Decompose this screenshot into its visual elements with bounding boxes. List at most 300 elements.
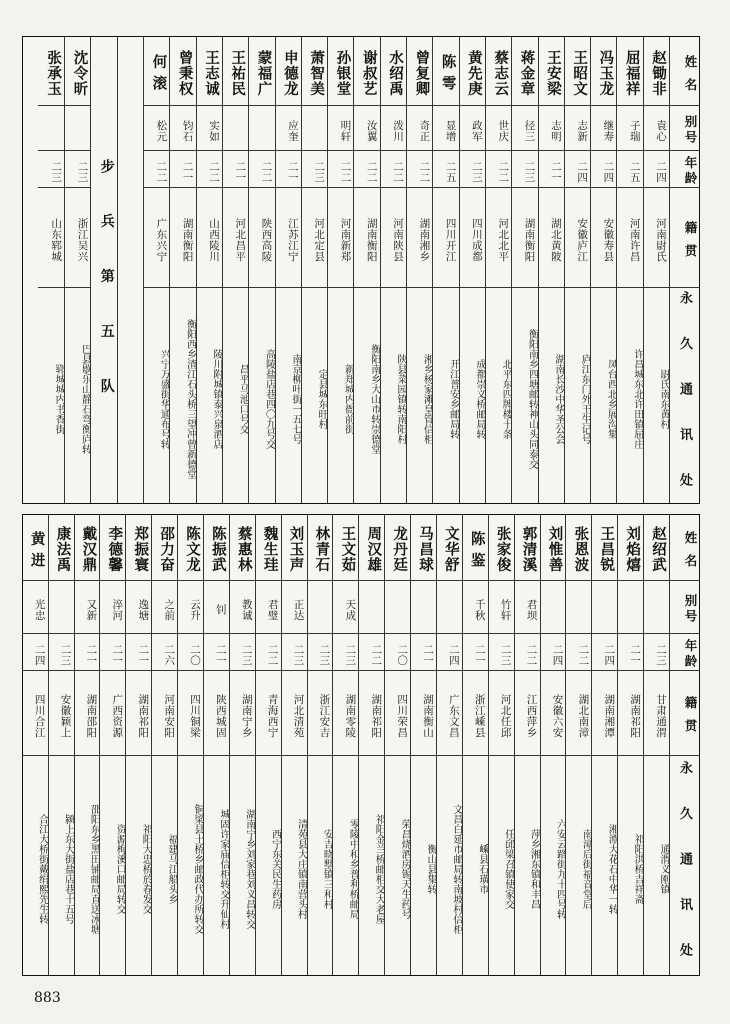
person-native-place: 河南尉氏	[655, 218, 667, 262]
row-divider	[308, 755, 333, 756]
row-divider	[354, 150, 379, 151]
person-address: 通渭义刚镇	[658, 844, 669, 894]
row-divider	[230, 755, 255, 756]
row-divider	[565, 150, 590, 151]
person-native-place: 浙江嵊县	[473, 693, 486, 738]
row-divider	[223, 187, 248, 188]
row-divider	[204, 670, 229, 671]
person-address: 合江大桥街戴绢熙先生转	[36, 814, 48, 924]
row-divider	[282, 580, 307, 581]
person-age: 二四	[447, 643, 460, 666]
row-divider	[230, 633, 255, 634]
row-divider	[460, 287, 485, 288]
row-divider	[411, 755, 436, 756]
row-divider	[512, 150, 537, 151]
person-name: 张恩波	[572, 526, 589, 573]
person-column	[617, 515, 643, 975]
row-divider	[302, 287, 327, 288]
person-age: 二四	[602, 160, 615, 183]
person-age: 二六	[163, 643, 176, 666]
row-divider	[276, 187, 301, 188]
row-divider	[249, 287, 274, 288]
person-alias	[65, 105, 90, 150]
person-name: 张家俊	[494, 526, 511, 573]
person-native-place: 河南安阳	[163, 693, 176, 738]
person-age: 二三	[292, 643, 305, 666]
row-divider	[152, 670, 177, 671]
person-column	[64, 37, 90, 503]
header-name: 姓 名	[683, 54, 698, 94]
row-divider	[644, 150, 669, 151]
row-divider	[489, 670, 514, 671]
row-divider	[249, 187, 274, 188]
person-address: 兴宁万盛街华通布号转	[158, 349, 170, 449]
person-column	[432, 37, 458, 503]
person-address: 邵阳东乡黑田铺邮局直送冰塘	[88, 804, 100, 934]
person-column	[380, 37, 406, 503]
roster-sheet	[22, 36, 700, 976]
row-divider	[592, 755, 617, 756]
person-address: 湘潭大花石中华一转	[606, 824, 618, 914]
person-name: 黄 进	[28, 530, 45, 569]
row-divider	[223, 105, 248, 106]
person-address: 郓城城内书香街	[53, 364, 65, 434]
person-native-place: 甘肃通渭	[655, 693, 667, 738]
row-divider	[308, 580, 333, 581]
row-divider	[308, 670, 333, 671]
row-divider	[144, 105, 169, 106]
person-address: 西宁东关民生药房	[269, 829, 281, 909]
row-divider	[100, 580, 125, 581]
row-divider	[126, 670, 151, 671]
person-column	[540, 515, 566, 975]
person-alias: 实如	[207, 119, 220, 142]
person-name: 陈振武	[209, 526, 226, 573]
person-address: 荣昌烧酒房锡天生药号	[399, 819, 411, 919]
person-alias: 奇正	[418, 119, 431, 142]
row-divider	[126, 580, 151, 581]
row-divider	[282, 670, 307, 671]
row-divider	[592, 580, 617, 581]
person-alias: 袁心	[655, 119, 667, 142]
person-alias: 竹轩	[499, 598, 512, 621]
person-name: 王祐民	[229, 49, 246, 97]
person-alias: 又新	[85, 598, 98, 621]
row-divider	[276, 105, 301, 106]
person-alias: 世庆	[497, 119, 510, 142]
person-name: 冯玉龙	[597, 49, 614, 97]
row-divider	[541, 580, 566, 581]
person-address: 开江普安乡邮局转	[447, 359, 459, 439]
person-age: 二四	[551, 643, 564, 666]
person-name: 张承玉	[45, 49, 62, 97]
person-name: 蔡志云	[492, 49, 509, 97]
row-divider	[197, 287, 222, 288]
person-alias: 径三	[523, 119, 536, 142]
person-native-place: 广西资源	[111, 693, 124, 738]
person-name: 李德馨	[106, 526, 123, 573]
row-divider	[381, 187, 406, 188]
person-native-place: 湖南祁阳	[629, 693, 642, 738]
person-age: 二三	[655, 643, 667, 666]
person-column	[565, 515, 591, 975]
row-divider	[592, 633, 617, 634]
row-divider	[486, 150, 511, 151]
person-column	[643, 37, 669, 503]
person-name: 龙丹廷	[391, 526, 408, 573]
person-alias: 君坝	[525, 598, 538, 621]
row-divider	[617, 150, 642, 151]
person-alias	[618, 580, 643, 633]
header-address: 永 久 通 讯 处	[677, 291, 692, 501]
row-divider	[591, 287, 616, 288]
person-address: 尉氏南东黄村	[658, 369, 669, 429]
person-native-place: 河南新郑	[339, 218, 352, 262]
person-alias	[308, 580, 333, 633]
person-name: 蒙福广	[255, 49, 272, 97]
row-divider	[354, 105, 379, 106]
person-column	[143, 37, 169, 503]
person-age: 二三	[313, 160, 326, 183]
row-divider	[276, 287, 301, 288]
row-divider	[670, 755, 699, 756]
person-native-place: 湖南衡阳	[365, 218, 378, 262]
person-native-place: 江苏江宁	[286, 218, 299, 262]
person-alias	[566, 580, 591, 633]
person-age: 二一	[214, 643, 227, 666]
person-alias: 志明	[549, 119, 562, 142]
person-age: 二一	[137, 643, 150, 666]
row-divider	[256, 580, 281, 581]
row-divider	[197, 187, 222, 188]
person-alias	[302, 105, 327, 150]
row-divider	[328, 150, 353, 151]
row-divider	[407, 105, 432, 106]
row-divider	[65, 105, 90, 106]
person-native-place: 四川铜梁	[188, 693, 201, 738]
row-divider	[38, 187, 64, 188]
person-name: 谢叔艺	[360, 49, 377, 97]
row-divider	[170, 105, 195, 106]
person-age: 二二	[155, 160, 168, 183]
person-age: 二二	[525, 643, 538, 666]
person-alias	[249, 105, 274, 150]
person-address: 凤台西北乡展沟集	[605, 359, 617, 439]
row-divider	[126, 755, 151, 756]
person-age: 二一	[549, 160, 562, 183]
row-divider	[670, 105, 699, 106]
person-address: 零陵中和乡普利桥邮局	[347, 819, 359, 919]
person-age: 二一	[473, 643, 486, 666]
person-column	[48, 515, 74, 975]
person-age: 二二	[392, 160, 405, 183]
person-address: 南漳后街福音堂后	[580, 829, 592, 909]
header-address: 永 久 通 讯 处	[677, 761, 692, 971]
row-divider	[204, 633, 229, 634]
person-name: 戴汉鼎	[80, 526, 97, 573]
person-alias: 应奎	[286, 119, 299, 142]
person-name: 刘玉声	[287, 526, 304, 573]
row-divider	[670, 633, 699, 634]
row-divider	[463, 755, 488, 756]
row-divider	[407, 287, 432, 288]
person-column	[74, 515, 100, 975]
person-address: 安吉晓墅镇三和村	[321, 829, 333, 909]
person-age: 二一	[421, 643, 434, 666]
person-address: 清苑县大庄镇南营头村	[295, 819, 307, 919]
row-divider	[75, 633, 100, 634]
person-native-place: 山西陵川	[207, 218, 220, 262]
row-divider	[437, 633, 462, 634]
person-column	[485, 37, 511, 503]
row-divider	[541, 755, 566, 756]
row-divider	[38, 150, 64, 151]
person-age: 二〇	[396, 643, 409, 666]
person-native-place: 河北定县	[313, 218, 326, 262]
row-divider	[644, 670, 669, 671]
row-divider	[223, 287, 248, 288]
header-age: 年龄	[683, 156, 698, 187]
person-alias: 逸塘	[137, 598, 150, 621]
person-column	[590, 37, 616, 503]
row-divider	[359, 633, 384, 634]
person-age: 二五	[444, 160, 457, 183]
person-column	[358, 515, 384, 975]
person-age: 二二	[497, 160, 510, 183]
person-address: 城固许家庙信柜转交升仙村	[217, 809, 229, 929]
person-address: 湖南长沙中华圣公会	[552, 354, 564, 444]
person-column	[538, 37, 564, 503]
row-divider	[433, 105, 458, 106]
person-column	[255, 515, 281, 975]
row-divider	[407, 150, 432, 151]
person-alias: 明轩	[339, 119, 352, 142]
row-divider	[539, 105, 564, 106]
row-divider	[407, 187, 432, 188]
person-native-place: 四川成都	[470, 218, 483, 262]
row-divider	[437, 755, 462, 756]
person-alias	[592, 580, 617, 633]
person-column	[462, 515, 488, 975]
row-divider	[197, 150, 222, 151]
person-column	[307, 515, 333, 975]
roster-table-bottom	[22, 514, 700, 976]
person-name: 王文茹	[339, 526, 356, 573]
person-age: 二二	[370, 643, 383, 666]
row-divider	[670, 670, 699, 671]
row-divider	[515, 633, 540, 634]
person-alias: 子瑞	[628, 119, 641, 142]
header-native: 籍 贯	[683, 220, 698, 260]
person-address: 祁阳金兰桥邮柜交大老屋	[373, 814, 385, 924]
person-column	[459, 37, 485, 503]
row-divider	[591, 150, 616, 151]
person-native-place: 湖南祁阳	[370, 693, 383, 738]
row-divider	[49, 670, 74, 671]
row-divider	[256, 633, 281, 634]
person-address: 铜梁县土桥乡邮政代办所转交	[191, 804, 203, 934]
person-age: 二三	[470, 160, 483, 183]
person-native-place: 江西萍乡	[525, 693, 538, 738]
row-divider	[197, 105, 222, 106]
person-native-place: 湖南零陵	[344, 693, 357, 738]
person-alias: 松元	[155, 119, 168, 142]
person-column	[203, 515, 229, 975]
row-divider	[100, 670, 125, 671]
row-divider	[276, 150, 301, 151]
person-address: 衡阳南乡大山市转崇德堂	[368, 344, 380, 454]
person-column	[514, 515, 540, 975]
person-address: 六安云路街九十四号转	[554, 819, 566, 919]
row-divider	[328, 287, 353, 288]
person-native-place: 广东文昌	[447, 693, 460, 738]
person-address: 定县城东旺村	[316, 369, 328, 429]
header-age: 年龄	[683, 639, 698, 670]
person-alias: 千秋	[473, 598, 486, 621]
page-number: 883	[34, 990, 61, 1006]
row-divider	[381, 150, 406, 151]
person-name: 周汉雄	[365, 526, 382, 573]
person-column	[196, 37, 222, 503]
row-divider	[566, 580, 591, 581]
row-divider	[617, 187, 642, 188]
person-column	[410, 515, 436, 975]
person-address: 湘乡杨家滩皇管信柜	[421, 354, 433, 444]
row-divider	[463, 633, 488, 634]
person-address: 颍上东大街盐店巷十五号	[62, 814, 74, 924]
person-alias	[223, 105, 248, 150]
row-divider	[333, 580, 358, 581]
row-divider	[644, 287, 669, 288]
person-age: 二三	[523, 160, 536, 183]
row-divider	[385, 580, 410, 581]
row-divider	[385, 755, 410, 756]
person-name: 王昌锐	[598, 526, 615, 573]
person-column	[327, 37, 353, 503]
person-address: 许昌城东北许田镇屈庄	[631, 349, 643, 449]
header-column	[669, 515, 699, 975]
person-name: 何 滚	[150, 54, 167, 92]
person-name: 水绍禹	[387, 49, 404, 97]
row-divider	[302, 187, 327, 188]
person-alias	[359, 580, 384, 633]
row-divider	[170, 150, 195, 151]
row-divider	[333, 633, 358, 634]
person-native-place: 河北清苑	[292, 693, 305, 738]
person-age: 二四	[576, 160, 589, 183]
person-native-place: 湖北黄陂	[549, 218, 562, 262]
person-age: 二二	[577, 643, 590, 666]
person-name: 孙银堂	[334, 49, 351, 97]
row-divider	[618, 580, 643, 581]
person-native-place: 安徽六安	[551, 693, 564, 738]
person-address: 萍乡湘东镇和丰昌	[528, 829, 540, 909]
person-alias: 淬河	[111, 598, 124, 621]
person-name: 曾复卿	[413, 49, 430, 97]
person-address: 福建马江船头乡	[166, 834, 178, 904]
person-age: 二四	[603, 643, 616, 666]
row-divider	[463, 670, 488, 671]
person-alias: 显增	[444, 119, 457, 142]
person-column	[248, 37, 274, 503]
person-age: 二二	[365, 160, 378, 183]
row-divider	[489, 755, 514, 756]
person-column	[275, 37, 301, 503]
person-name: 陈 鉴	[468, 530, 485, 569]
person-name: 王志诚	[202, 49, 219, 97]
row-divider	[249, 150, 274, 151]
row-divider	[170, 287, 195, 288]
row-divider	[359, 755, 384, 756]
row-divider	[100, 633, 125, 634]
person-column	[511, 37, 537, 503]
row-divider	[591, 187, 616, 188]
person-alias: 钧石	[181, 119, 194, 142]
row-divider	[38, 105, 64, 106]
person-age: 二三	[344, 643, 357, 666]
person-age: 二一	[181, 160, 194, 183]
person-name: 赵绍武	[650, 526, 666, 573]
person-age: 二四	[655, 160, 667, 183]
row-divider	[411, 580, 436, 581]
row-divider	[463, 580, 488, 581]
person-alias: 汝翼	[365, 119, 378, 142]
person-address: 成都崇义桥邮局转	[473, 359, 485, 439]
row-divider	[670, 580, 699, 581]
person-name: 陈文龙	[183, 526, 200, 573]
row-divider	[539, 187, 564, 188]
row-divider	[515, 755, 540, 756]
section-label: 步 兵 第 五 队	[98, 159, 115, 411]
row-divider	[75, 580, 100, 581]
person-alias: 志新	[576, 119, 589, 142]
row-divider	[308, 633, 333, 634]
row-divider	[333, 755, 358, 756]
row-divider	[512, 187, 537, 188]
row-divider	[617, 105, 642, 106]
row-divider	[302, 105, 327, 106]
person-native-place: 浙江安吉	[318, 693, 331, 738]
person-address: 巴县歇乐山静石弯衡庐转	[79, 344, 91, 454]
person-address: 庐江东门外王生记号	[579, 354, 591, 444]
row-divider	[644, 105, 669, 106]
row-divider	[644, 633, 669, 634]
row-divider	[385, 633, 410, 634]
row-divider	[144, 187, 169, 188]
person-column	[99, 515, 125, 975]
row-divider	[644, 580, 669, 581]
row-divider	[223, 150, 248, 151]
blank-column	[90, 37, 116, 503]
row-divider	[328, 105, 353, 106]
person-native-place: 安徽寿县	[602, 218, 615, 262]
person-age: 二二	[418, 160, 431, 183]
header-alias: 别号	[683, 115, 698, 146]
row-divider	[204, 580, 229, 581]
person-native-place: 陕西城固	[214, 693, 227, 738]
person-column	[222, 37, 248, 503]
row-divider	[49, 755, 74, 756]
row-divider	[411, 670, 436, 671]
row-divider	[618, 755, 643, 756]
person-alias: 天成	[344, 598, 357, 621]
person-column	[488, 515, 514, 975]
person-age: 二〇	[188, 643, 201, 666]
person-address: 北平东四牌楼十条	[500, 359, 512, 439]
person-alias: 继寿	[602, 119, 615, 142]
person-column	[22, 515, 48, 975]
person-column	[616, 37, 642, 503]
